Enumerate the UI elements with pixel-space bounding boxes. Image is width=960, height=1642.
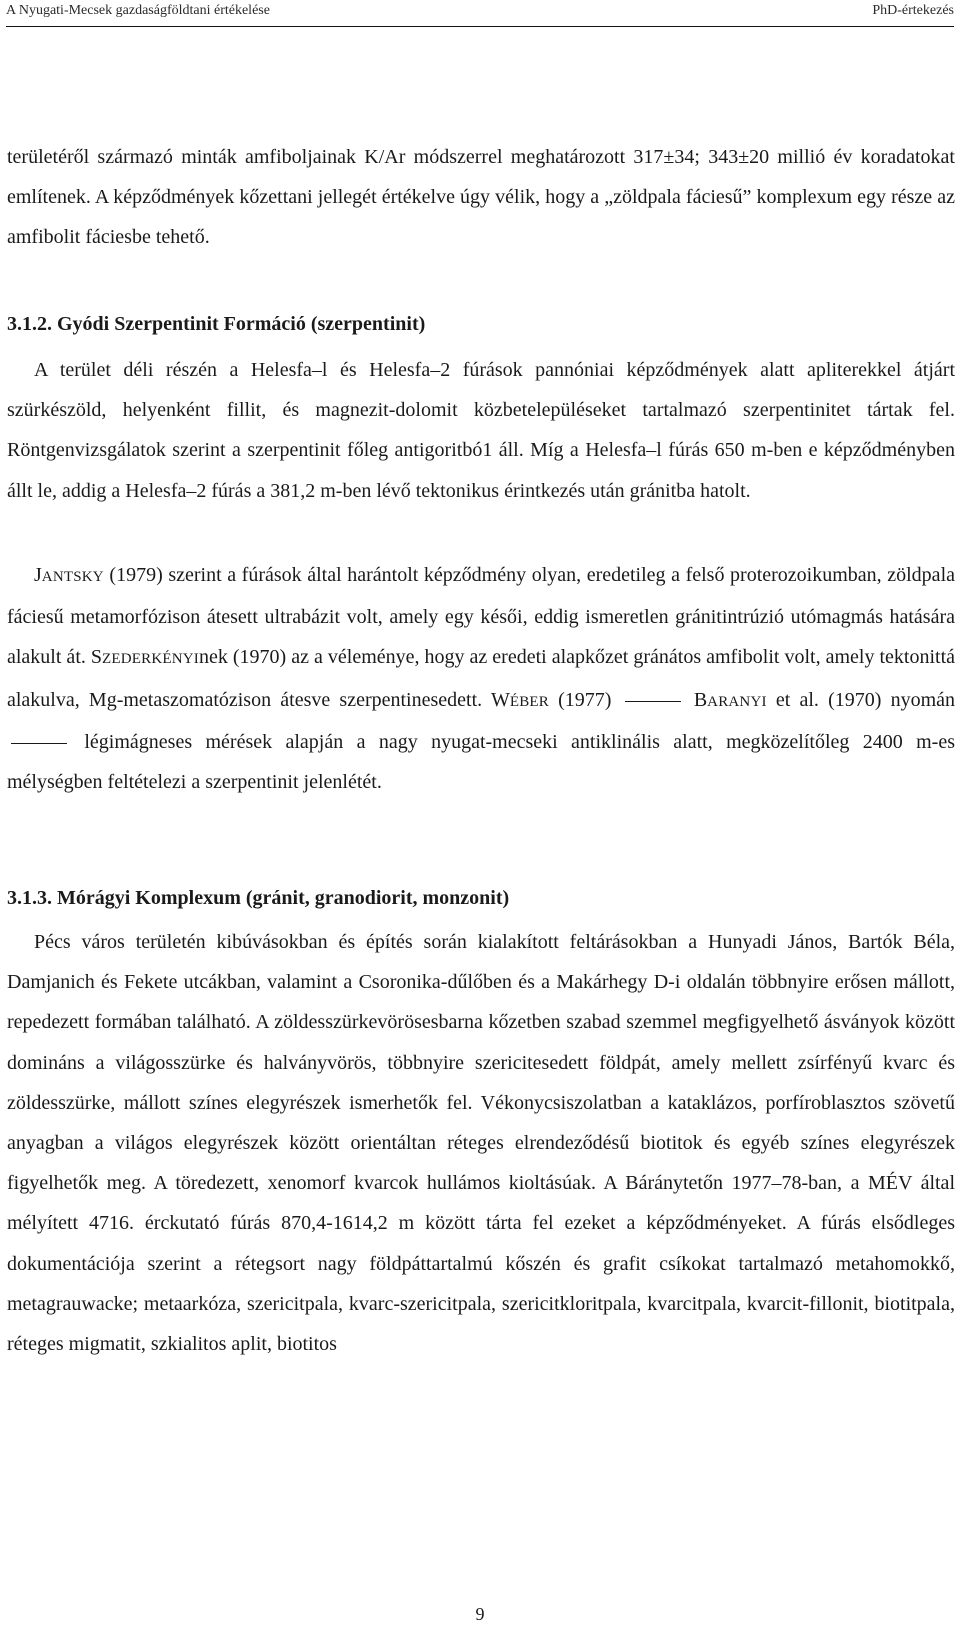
author-weber-initial: W [490,688,510,711]
paragraph-moragy-complex: Pécs város területén kibúvásokban és építés során kialakított feltárásokban a Hunyadi János, Bartók Béla, Damjanich és Fekete utcákban, valamint a Csoronika-dűlőben és a Makárhegy D-i oldalán többnyire erősen mállott, repedezett formában található. A zöldesszürkevörösesbarna kőzetben szabad szemmel megfigyelhető ásványok között domináns a világosszürke és halványvörös, többnyire szericitesedett földpát, amely mellett zsírfényű kvarc és zöldesszürke, mállott színes elegyrészek ismerhetők fel. Vékonycsiszolatban a kataklázos, porfíroblasztos szövetű anyagban a világos elegyrészek között orientáltan réteges elrendeződésű biotitok és egyéb színes elegyrészek figyelhetők meg. A töredezett, xenomorf kvarcok hullámos kioltásúak. A Báránytetőn 1977–78-ban, a MÉV által mélyített 4716. érckutató fúrás 870,4-1614,2 m között tárta fel ezeket a képződményeket. A fúrás elsődleges dokumentációja szerint a rétegsort nagy földpáttartalmú kőszén és grafit csíkokat tartalmazó metahomokkő, metagrauwacke; metaarkóza, szericitpala, kvarc-szericitpala, szericitkloritpala, kvarcitpala, kvarcit-fillonit, biotitpala, réteges migmatit, szkialitos aplit, biotitos [7,931,955,1356]
author-jantsky-initial: J [34,564,42,586]
text-segment: et al. (1970) nyomán [766,688,955,711]
text-segment: (1977) [548,688,621,711]
text-segment: (1979) szerint a fúrások által harántolt képződmény olyan, eredetileg a felső proterozoikumban, zöldpala fáciesű metamorfózison átesett ultrabázit volt, amely egy késői, eddig ismeretlen gránitintrúzió utómagmás hatására alakult át. [7,564,955,669]
author-jantsky-rest: ANTSKY [41,569,104,585]
running-header [6,3,954,23]
header-title: A Nyugati-Mecsek gazdaságföldtani értékelése [6,3,270,18]
paragraph-helesfa-drillings: A terület déli részén a Helesfa–l és Helesfa–2 fúrások pannóniai képződmények alatt apliterekkel átjárt szürkészöld, helyenként fillit, és magnezit-dolomit közbetelepüléseket tartalmazó szerpentinitet tártak fel. Röntgenvizsgálatok szerint a szerpentinit főleg antigoritbó1 áll. Míg a Helesfa–l fúrás 650 m-ben e képződményben állt le, addig a Helesfa–2 fúrás a 381,2 m-ben lévő tektonikus érintkezés után gránitba hatolt. [7,359,955,502]
page-number: 9 [475,1604,485,1624]
paragraph-continuation: területéről származó minták amfiboljainak K/Ar módszerrel meghatározott 317±34; 343±20 millió év koradatokat említenek. A képződmények kőzettani jellegét értékelve úgy vélik, hogy a „zöldpala fáciesű” komplexum egy része az amfibolit fáciesbe tehető. [7,146,955,249]
author-baranyi-initial: B [693,688,708,711]
section-heading-3-1-2: 3.1.2. Gyódi Szerpentinit Formáció (szerpentinit) [7,313,426,335]
author-baranyi-rest: ARANYI [707,693,767,710]
text-segment: légimágneses mérések alapján a nagy nyugat-mecseki antiklinális alatt, megközelítőleg 2400 m-es mélységben feltételezi a szerpentinit jelenlétét. [7,730,955,794]
em-dash-rule [625,701,681,702]
author-szederkenyi-initial: S [90,646,103,669]
header-divider [6,26,954,27]
text-segment: nek (1970) az a véleménye, hogy az eredeti alapkőzet gránátos amfibolit volt, amely tektonittá alakulva, Mg-metaszomatózison átesve szerpentinesedett. [7,646,955,711]
header-doc-type: PhD-értekezés [872,3,954,18]
section-heading-3-1-3: 3.1.3. Mórágyi Komplexum (gránit, granodiorit, monzonit) [7,887,510,909]
paragraph-jantsky [7,555,955,802]
author-szederkenyi-rest: ZEDERKÉNYI [102,651,199,668]
em-dash-rule [11,743,67,744]
author-weber-rest: ÉBER [509,693,549,710]
